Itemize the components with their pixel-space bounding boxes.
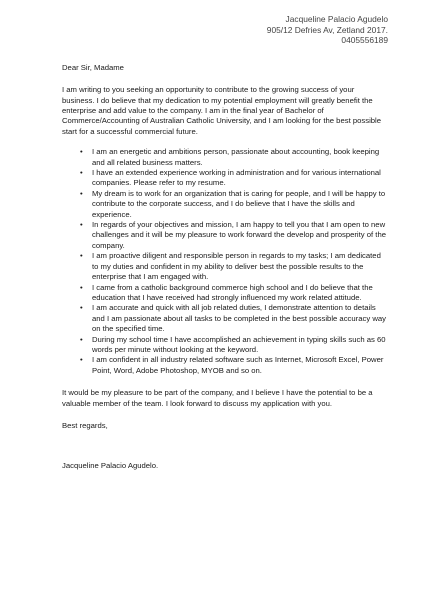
bullet-icon: • <box>80 282 83 292</box>
bullet-icon: • <box>80 168 83 178</box>
signature-name: Jacqueline Palacio Agudelo. <box>62 461 159 471</box>
bullet-icon: • <box>80 220 83 230</box>
list-item <box>80 303 388 334</box>
list-item <box>80 282 388 304</box>
list-item-text: In regards of your objectives and mission, I am happy to tell you that I am open to new challenges and it will be my pleasure to work forward the develop and prosperity of the company. <box>92 220 386 250</box>
list-item <box>80 220 388 251</box>
list-item <box>80 147 388 168</box>
bullet-icon: • <box>80 188 83 198</box>
salutation: Dear Sir, Madame <box>62 62 124 72</box>
list-item-text: I have an extended experience working in administration and for various international companies. Please refer to my resume. <box>92 168 381 188</box>
list-item-text: During my school time I have accomplished an achievement in typing skills such as 60 words per minute without looking at the keyword. <box>92 334 386 354</box>
bullet-icon: • <box>80 147 83 157</box>
regards-line: Best regards, <box>62 420 108 430</box>
list-item-text: I came from a catholic background commerce high school and I do believe that the education that I have received had strongly influenced my work related attitude. <box>92 282 373 302</box>
list-item-text: I am an energetic and ambitions person, passionate about accounting, book keeping and all related business matters. <box>92 147 380 167</box>
list-item <box>80 251 388 282</box>
list-item <box>80 334 388 356</box>
qualification-list <box>62 147 388 376</box>
closing-paragraph: It would be my pleasure to be part of the company, and I believe I have the potential to be a valuable member of the team. I look forward to discuss my application with you. <box>62 388 373 408</box>
list-item-text: I am accurate and quick with all job related duties, I demonstrate attention to details and I am passionate about all tasks to be completed in the best possible accuracy way on the specified time. <box>92 303 387 334</box>
intro-paragraph: I am writing to you seeking an opportunity to contribute to the growing success of your business. I do believe that my dedication to my potential employment will greatly benefit the enterprise and add value to the company. I am in the final year of Bachelor of Commerce/Accounting of Australian Catholic University, and I am looking for the best possible start for a successful commercial future. <box>62 85 382 136</box>
list-item <box>80 355 388 376</box>
list-item-text: I am proactive diligent and responsible person in regards to my tasks; I am dedicated to my duties and confident in my ability to deliver best the possible results to the enterprise that I am engaged with. <box>92 251 381 282</box>
bullet-icon: • <box>80 303 83 313</box>
sender-name: Jacqueline Palacio Agudelo <box>285 14 388 24</box>
bullet-icon: • <box>80 355 83 365</box>
list-item <box>80 168 388 189</box>
sender-address-block <box>62 14 388 46</box>
bullet-icon: • <box>80 334 83 344</box>
list-item <box>80 188 388 220</box>
sender-phone: 0405556189 <box>341 35 388 46</box>
sender-street-address: 905/12 Defries Av, Zetland 2017. <box>266 24 388 35</box>
list-item-text: My dream is to work for an organization that is caring for people, and I will be happy to contribute to the corporate success, and I do believe that I have the skills and experience. <box>92 188 386 219</box>
list-item-text: I am confident in all industry related software such as Internet, Microsoft Excel, Power Point, Word, Adobe Photoshop, MYOB and so on. <box>92 355 384 375</box>
bullet-icon: • <box>80 251 83 261</box>
